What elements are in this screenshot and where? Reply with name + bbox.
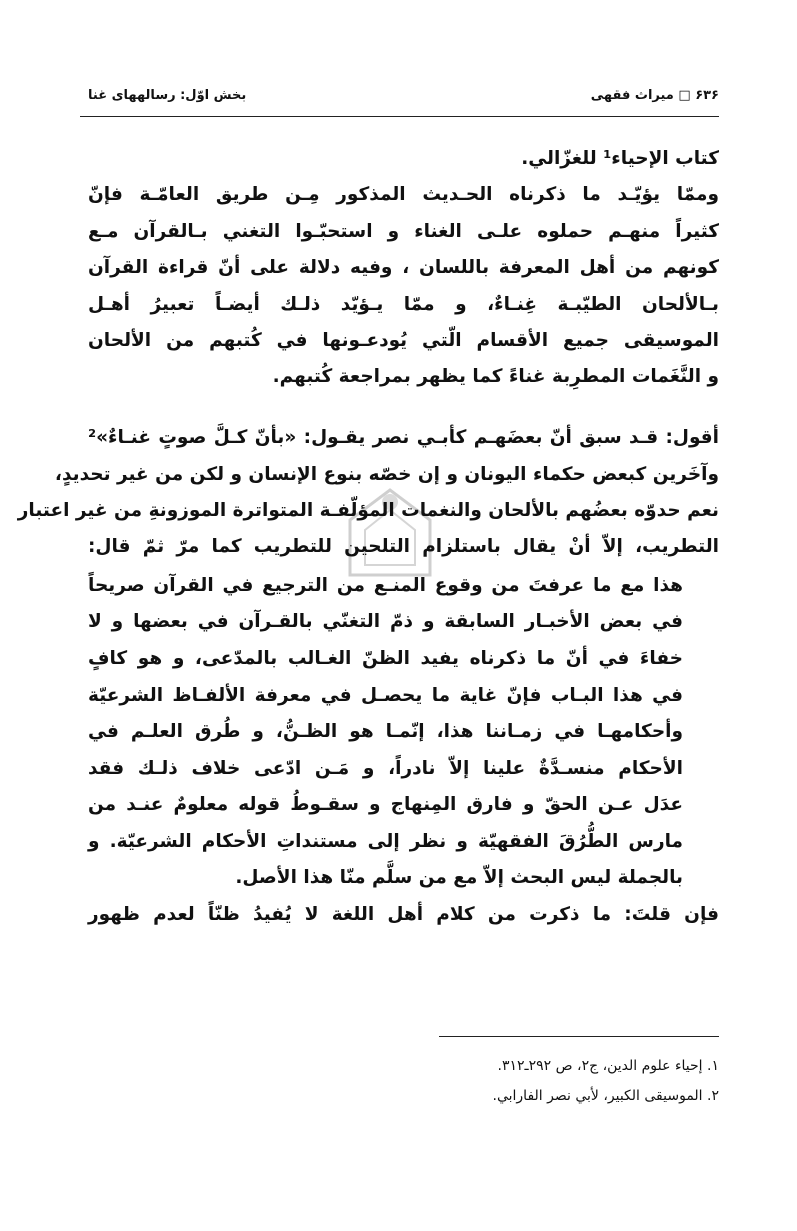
quote-line: مارس الطُّرُقَ الفقهيّة و نظر إلى مستنداتِ الأحكام الشرعيّة. و xyxy=(88,831,683,852)
quote-line: في بعض الأخبـار السابقة و ذمّ التغنّي بالقـرآن في بعضها و لا xyxy=(88,611,683,632)
text-line: وآخَرين كبعض حكماء اليونان و إن خصّه بنوع الإنسان و لكن من غير تحديدٍ، xyxy=(54,464,719,485)
running-header-section-title: بخش اوّل: رسالههای غنا xyxy=(88,88,247,103)
text-line: وممّا يؤيّـد ما ذكرناه الحـديث المذكور مِـن طريق العامّـة فإنّ xyxy=(88,184,719,205)
quote-line: بالجملة ليس البحث إلاّ مع من سلَّم منّا هذا الأصل. xyxy=(235,867,683,888)
footnote-2: ٢. الموسيقى الكبير، لأبي نصر الفارابي. xyxy=(492,1088,719,1104)
running-header-page-title: ۶۳۶ □ میراث فقهی xyxy=(590,88,719,103)
quote-line: وأحكامهـا في زمـاننا هذا، إنّمـا هو الظـنُّ، و طُرق العلـم في xyxy=(88,721,683,742)
text-line: و النَّغَمات المطرِبة غناءً كما يظهر بمراجعة كُتبهم. xyxy=(272,366,719,387)
quote-line: هذا مع ما عرفتَ من وقوع المنـع من الترجيع في القرآن صريحاً xyxy=(88,575,683,596)
text-line: الموسيقى جميع الأقسام الّتي يُودعـونها في كُتبهم من الألحان xyxy=(88,330,719,351)
text-line: كونهم من أهل المعرفة باللسان ، وفيه دلالة على أنّ قراءة القرآن xyxy=(88,257,719,278)
quote-line: عدَل عـن الحقّ و فارق المِنهاج و سقـوطُ قوله معلومٌ عنـد من xyxy=(88,794,683,815)
footnote-rule xyxy=(439,1036,719,1037)
quote-line: في هذا البـاب فإنّ غاية ما يحصـل في معرفة الألفـاظ الشرعيّة xyxy=(88,685,683,706)
text-line: بـالألحان الطيّبـة غِنـاءٌ، و ممّا يـؤيّد ذلـك أيضـاً تعبيرُ أهـل xyxy=(88,294,719,315)
text-line: كثيراً منهـم حملوه علـى الغناء و استحبّـوا التغني بـالقرآن مـع xyxy=(88,221,719,242)
text-line: نعم حدوّه بعضُهم بالألحان والنغمات المؤلّفـة المتواترة الموزونةِ من غير اعتبار xyxy=(17,500,719,521)
quote-line: خفاءَ في أنّ ما ذكرناه يفيد الظنّ الغـالب بالمدّعى، و هو كافٍ xyxy=(88,648,683,669)
text-line: التطريب، إلاّ أنْ يقال باستلزام التلحين للتطريب كما مرّ ثمّ قال: xyxy=(88,536,719,557)
text-line: أقول: قـد سبق أنّ بعضَهـم كأبـي نصر يقـول: «بأنّ كـلَّ صوتٍ غنـاءٌ»² xyxy=(88,427,719,448)
quote-line: الأحكام منسـدَّةٌ علينا إلاّ نادراً، و مَـن ادّعى خلاف ذلـك فقد xyxy=(88,758,683,779)
text-line: كتاب الإحياء¹ للغزّالي. xyxy=(521,148,719,169)
header-rule xyxy=(80,116,719,117)
text-line: فإن قلتَ: ما ذكرت من كلام أهل اللغة لا يُفيدُ ظنّاً لعدم ظهور xyxy=(88,904,719,925)
footnote-1: ١. إحياء علوم الدين، ج٢، ص ٢٩٢ـ٣١٢. xyxy=(497,1058,719,1074)
